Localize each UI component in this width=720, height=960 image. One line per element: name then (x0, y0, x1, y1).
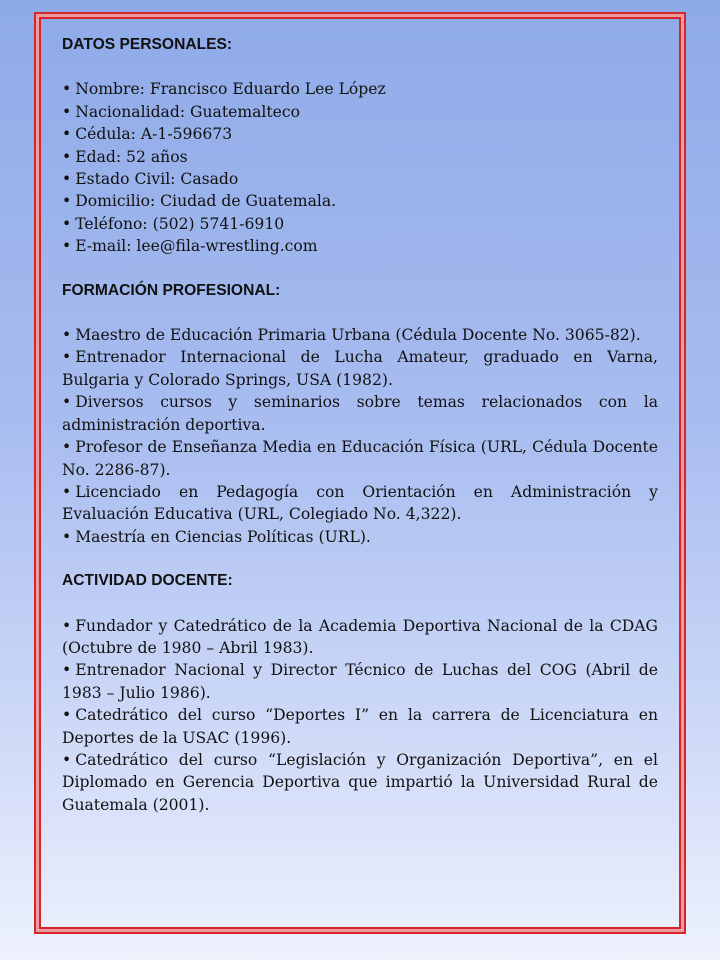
bullet-icon: • (62, 125, 72, 144)
list-item: • Maestría en Ciencias Políticas (URL). (62, 527, 371, 546)
bullet-icon: • (62, 661, 72, 680)
list-item: • Teléfono: (502) 5741-6910 (62, 214, 285, 233)
bullet-icon: • (62, 80, 72, 99)
list-item: • Profesor de Enseñanza Media en Educación Física (URL, Cédula Docente No. 2286-87). (62, 438, 658, 479)
teaching-section (62, 570, 658, 816)
bullet-icon: • (62, 192, 72, 211)
list-item: • Domicilio: Ciudad de Guatemala. (62, 192, 337, 211)
bullet-icon: • (62, 348, 72, 367)
list-item: • Entrenador Nacional y Director Técnico de Luchas del COG (Abril de 1983 – Julio 1986). (62, 661, 658, 702)
bullet-icon: • (62, 147, 72, 166)
list-item: • Catedrático del curso “Deportes I” en la carrera de Licenciatura en Deportes de la USAC (1996). (62, 706, 658, 747)
formation-heading: FORMACIÓN PROFESIONAL: (62, 281, 281, 299)
formation-section (62, 280, 658, 548)
bullet-icon: • (62, 527, 72, 546)
list-item: • Catedrático del curso “Legislación y Organización Deportiva”, en el Diplomado en Gerencia Deportiva que impartió la Universidad Rural de Guatemala (2001). (62, 750, 658, 814)
bullet-icon: • (62, 326, 72, 345)
list-item: • Licenciado en Pedagogía con Orientación en Administración y Evaluación Educativa (URL, Colegiado No. 4,322). (62, 482, 658, 524)
bullet-icon: • (62, 482, 72, 501)
cv-content (62, 34, 658, 838)
list-item: • Fundador y Catedrático de la Academia Deportiva Nacional de la CDAG (Octubre de 1980 – Abril 1983). (62, 616, 658, 657)
list-item: • Nacionalidad: Guatemalteco (62, 102, 301, 121)
bullet-icon: • (62, 170, 72, 189)
personal-list (62, 78, 658, 257)
list-item: • Entrenador Internacional de Lucha Amateur, graduado en Varna, Bulgaria y Colorado Springs, USA (1982). (62, 348, 658, 389)
formation-list (62, 324, 658, 548)
personal-heading: DATOS PERSONALES: (62, 36, 233, 53)
list-item: • Cédula: A-1-596673 (62, 125, 233, 144)
list-item: • Nombre: Francisco Eduardo Lee López (62, 80, 386, 99)
bullet-icon: • (62, 393, 72, 412)
bullet-icon: • (62, 237, 72, 256)
bullet-icon: • (62, 438, 72, 457)
bullet-icon: • (62, 616, 72, 635)
bullet-icon: • (62, 214, 72, 233)
list-item: • Edad: 52 años (62, 147, 188, 166)
bullet-icon: • (62, 750, 72, 769)
teaching-list (62, 615, 658, 817)
bullet-icon: • (62, 102, 72, 121)
list-item: • E-mail: lee@fila-wrestling.com (62, 237, 318, 256)
bullet-icon: • (62, 706, 72, 725)
list-item: • Maestro de Educación Primaria Urbana (Cédula Docente No. 3065-82). (62, 326, 641, 345)
list-item: • Diversos cursos y seminarios sobre temas relacionados con la administración deportiva. (62, 393, 658, 434)
teaching-heading: ACTIVIDAD DOCENTE: (62, 572, 233, 590)
list-item: • Estado Civil: Casado (62, 170, 239, 189)
personal-section (62, 34, 658, 258)
